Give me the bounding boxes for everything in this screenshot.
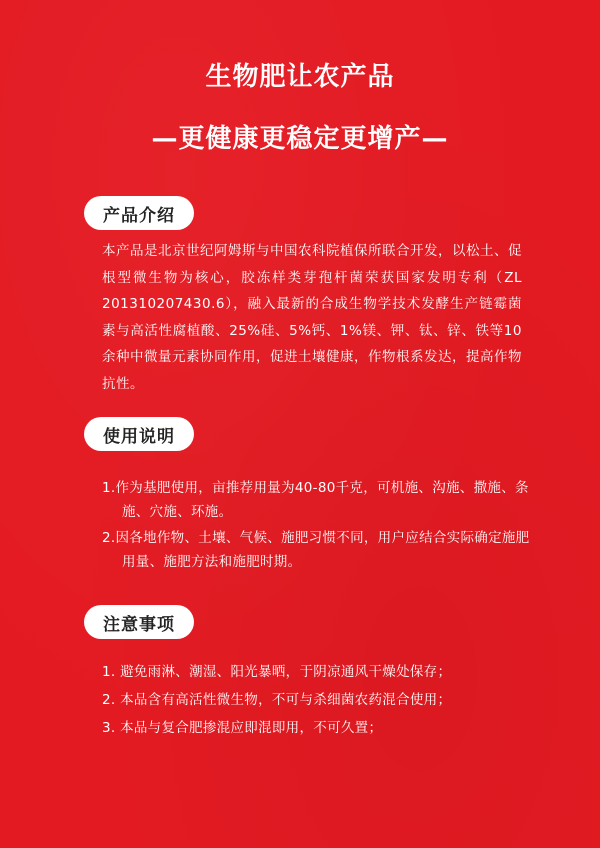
notes-list (102, 658, 542, 742)
usage-list (102, 476, 542, 576)
intro-paragraph: 本产品是北京世纪阿姆斯与中国农科院植保所联合开发，以松土、促根型微生物为核心，胶冻样类芽孢杆菌荣获国家发明专利（ZL 201310207430.6），融入最新的合成生物学技术发酵生产链霉菌素与高活性腐植酸、25%硅、5%钙、1%镁、钾、钛、锌、铁等10余种中微量元素协同作用，促进土壤健康，作物根系发达，提高作物抗性。 (102, 243, 522, 392)
section-label-intro: 产品介绍 (84, 196, 194, 230)
notes-item-2: 2. 本品含有高活性微生物，不可与杀细菌农药混合使用； (102, 692, 452, 708)
page-title: 生物肥让农产品 (205, 62, 395, 92)
page-subtitle: —更健康更稳定更增产— (151, 124, 449, 154)
notes-item-1: 1. 避免雨淋、潮湿、阳光暴晒，于阴凉通风干燥处保存； (102, 664, 452, 680)
usage-item-2: 2.因各地作物、土壤、气候、施肥习惯不同，用户应结合实际确定施肥用量、施肥方法和施肥时期。 (102, 530, 530, 570)
usage-item-1: 1.作为基肥使用，亩推荐用量为40-80千克，可机施、沟施、撒施、条施、穴施、环施。 (102, 480, 529, 520)
section-label-notes: 注意事项 (84, 605, 194, 639)
section-label-usage: 使用说明 (84, 417, 194, 451)
notes-item-3: 3. 本品与复合肥掺混应即混即用，不可久置； (102, 720, 383, 736)
